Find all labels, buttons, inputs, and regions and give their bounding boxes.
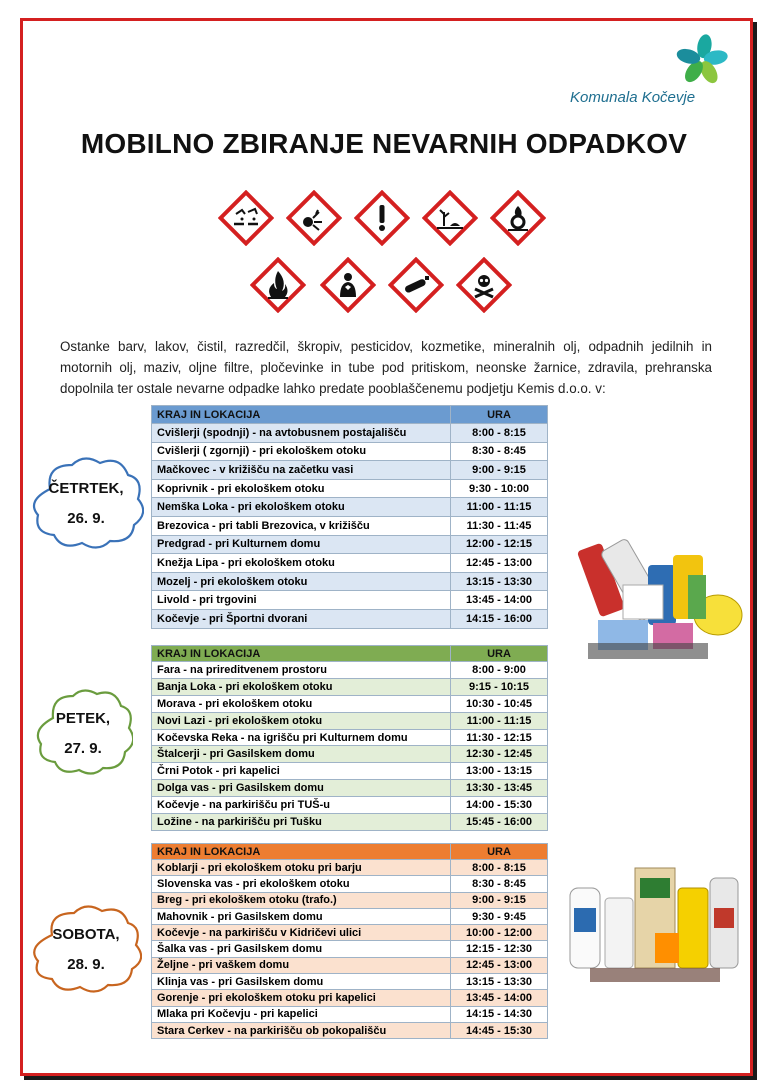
row-time: 11:00 - 11:15 xyxy=(451,498,548,517)
table-row xyxy=(152,990,548,1006)
health-hazard-icon xyxy=(320,257,376,313)
row-time: 9:30 - 9:45 xyxy=(451,908,548,924)
row-time: 13:30 - 13:45 xyxy=(451,780,548,797)
gas-cylinder-icon xyxy=(388,257,444,313)
schedule-table-friday xyxy=(151,645,548,831)
row-location: Klinja vas - pri Gasilskem domu xyxy=(152,974,451,990)
table-row xyxy=(152,712,548,729)
row-time: 9:15 - 10:15 xyxy=(451,678,548,695)
environment-icon xyxy=(422,190,478,246)
row-time: 12:30 - 12:45 xyxy=(451,746,548,763)
row-time: 11:30 - 12:15 xyxy=(451,729,548,746)
row-location: Knežja Lipa - pri ekološkem otoku xyxy=(152,554,451,573)
row-location: Mahovnik - pri Gasilskem domu xyxy=(152,908,451,924)
page-title: MOBILNO ZBIRANJE NEVARNIH ODPADKOV xyxy=(80,128,688,159)
row-location: Breg - pri ekološkem otoku (trafo.) xyxy=(152,892,451,908)
row-location: Dolga vas - pri Gasilskem domu xyxy=(152,780,451,797)
intro-text: Ostanke barv, lakov, čistil, razredčil, škropiv, pesticidov, kozmetike, mineralnih olj, odpadnih jedilnih in motornih olj, maziv, oljne filtre, pločevinke in tube pod pritiskom, neonske žarnice, zdravila, prehranska dopolnila ter ostale nevarne odpadke lahko predate pooblaščenemu podjetju Kemis d.o.o. v: xyxy=(60,339,712,396)
row-location: Nemška Loka - pri ekološkem otoku xyxy=(152,498,451,517)
row-time: 9:00 - 9:15 xyxy=(451,461,548,480)
row-time: 12:45 - 13:00 xyxy=(451,554,548,573)
row-location: Črni Potok - pri kapelici xyxy=(152,763,451,780)
row-location: Brezovica - pri tabli Brezovica, v križišču xyxy=(152,516,451,535)
table-row xyxy=(152,442,548,461)
header-time: URA xyxy=(451,646,548,662)
table-row xyxy=(152,876,548,892)
oxidizing-icon xyxy=(490,190,546,246)
hazardous-waste-photo-2 xyxy=(560,848,745,993)
row-location: Štalcerji - pri Gasilskem domu xyxy=(152,746,451,763)
explosive-icon xyxy=(286,190,342,246)
row-location: Šalka vas - pri Gasilskem domu xyxy=(152,941,451,957)
komunala-logo-icon xyxy=(672,34,732,86)
day-name: SOBOTA, xyxy=(52,926,120,943)
row-location: Mozelj - pri ekološkem otoku xyxy=(152,572,451,591)
brand-name: Komunala Kočevje xyxy=(570,89,696,106)
table-row xyxy=(152,572,548,591)
table-row xyxy=(152,479,548,498)
table-row xyxy=(152,498,548,517)
table-row xyxy=(152,780,548,797)
row-time: 8:30 - 8:45 xyxy=(451,442,548,461)
row-location: Kočevska Reka - na igrišču pri Kulturnem domu xyxy=(152,729,451,746)
table-row xyxy=(152,535,548,554)
row-location: Mačkovec - v križišču na začetku vasi xyxy=(152,461,451,480)
row-time: 14:45 - 15:30 xyxy=(451,1022,548,1038)
row-time: 8:00 - 8:15 xyxy=(451,424,548,443)
row-location: Novi Lazi - pri ekološkem otoku xyxy=(152,712,451,729)
row-location: Ložine - na parkirišču pri Tušku xyxy=(152,814,451,831)
table-row xyxy=(152,461,548,480)
row-location: Banja Loka - pri ekološkem otoku xyxy=(152,678,451,695)
row-location: Gorenje - pri ekološkem otoku pri kapelici xyxy=(152,990,451,1006)
table-row xyxy=(152,554,548,573)
row-time: 8:00 - 8:15 xyxy=(451,860,548,876)
header-location: KRAJ IN LOKACIJA xyxy=(152,406,451,424)
row-location: Stara Cerkev - na parkirišču ob pokopališču xyxy=(152,1022,451,1038)
row-time: 11:00 - 11:15 xyxy=(451,712,548,729)
table-row xyxy=(152,974,548,990)
table-row xyxy=(152,591,548,610)
header-location: KRAJ IN LOKACIJA xyxy=(152,844,451,860)
row-time: 13:00 - 13:15 xyxy=(451,763,548,780)
row-location: Kočevje - na parkirišču v Kidričevi ulici xyxy=(152,925,451,941)
day-date: 27. 9. xyxy=(64,740,102,757)
row-time: 13:45 - 14:00 xyxy=(451,591,548,610)
schedule-table-thursday xyxy=(151,405,548,629)
table-header-row xyxy=(152,844,548,860)
row-time: 14:15 - 16:00 xyxy=(451,609,548,628)
row-location: Mlaka pri Kočevju - pri kapelici xyxy=(152,1006,451,1022)
cloud-saturday-label xyxy=(30,920,142,980)
row-time: 12:15 - 12:30 xyxy=(451,941,548,957)
table-row xyxy=(152,695,548,712)
row-location: Željne - pri vaškem domu xyxy=(152,957,451,973)
day-name: PETEK, xyxy=(55,710,111,727)
hazardous-waste-photo-1 xyxy=(568,525,748,675)
day-date: 28. 9. xyxy=(67,956,105,973)
row-time: 8:00 - 9:00 xyxy=(451,662,548,679)
cloud-friday-label xyxy=(33,704,133,764)
header-location: KRAJ IN LOKACIJA xyxy=(152,646,451,662)
table-row xyxy=(152,797,548,814)
table-row xyxy=(152,678,548,695)
table-row xyxy=(152,1022,548,1038)
row-location: Koblarji - pri ekološkem otoku pri barju xyxy=(152,860,451,876)
table-row xyxy=(152,609,548,628)
toxic-skull-icon xyxy=(456,257,512,313)
row-time: 8:30 - 8:45 xyxy=(451,876,548,892)
header-time: URA xyxy=(451,844,548,860)
table-row xyxy=(152,1006,548,1022)
flammable-icon xyxy=(250,257,306,313)
day-date: 26. 9. xyxy=(67,510,105,527)
table-row xyxy=(152,908,548,924)
table-row xyxy=(152,516,548,535)
table-row xyxy=(152,814,548,831)
header-time: URA xyxy=(451,406,548,424)
row-time: 13:45 - 14:00 xyxy=(451,990,548,1006)
row-location: Kočevje - na parkirišču pri TUŠ-u xyxy=(152,797,451,814)
row-time: 14:15 - 14:30 xyxy=(451,1006,548,1022)
row-location: Koprivnik - pri ekološkem otoku xyxy=(152,479,451,498)
row-location: Cvišlerji (spodnji) - na avtobusnem postajališču xyxy=(152,424,451,443)
day-name: ČETRTEK, xyxy=(48,480,124,497)
row-location: Livold - pri trgovini xyxy=(152,591,451,610)
row-time: 13:15 - 13:30 xyxy=(451,974,548,990)
row-time: 9:30 - 10:00 xyxy=(451,479,548,498)
row-time: 10:30 - 10:45 xyxy=(451,695,548,712)
row-location: Morava - pri ekološkem otoku xyxy=(152,695,451,712)
row-time: 12:45 - 13:00 xyxy=(451,957,548,973)
row-location: Fara - na prireditvenem prostoru xyxy=(152,662,451,679)
row-location: Predgrad - pri Kulturnem domu xyxy=(152,535,451,554)
row-location: Slovenska vas - pri ekološkem otoku xyxy=(152,876,451,892)
table-row xyxy=(152,662,548,679)
table-row xyxy=(152,860,548,876)
table-row xyxy=(152,729,548,746)
table-row xyxy=(152,763,548,780)
row-time: 14:00 - 15:30 xyxy=(451,797,548,814)
row-time: 12:00 - 12:15 xyxy=(451,535,548,554)
row-time: 9:00 - 9:15 xyxy=(451,892,548,908)
cloud-thursday-label xyxy=(28,474,144,534)
table-row xyxy=(152,941,548,957)
row-time: 13:15 - 13:30 xyxy=(451,572,548,591)
schedule-table-saturday xyxy=(151,843,548,1039)
row-time: 15:45 - 16:00 xyxy=(451,814,548,831)
exclamation-icon xyxy=(354,190,410,246)
table-header-row xyxy=(152,406,548,424)
table-row xyxy=(152,925,548,941)
table-row xyxy=(152,746,548,763)
table-row xyxy=(152,957,548,973)
table-header-row xyxy=(152,646,548,662)
table-row xyxy=(152,892,548,908)
corrosive-icon xyxy=(218,190,274,246)
row-location: Kočevje - pri Športni dvorani xyxy=(152,609,451,628)
row-time: 11:30 - 11:45 xyxy=(451,516,548,535)
table-row xyxy=(152,424,548,443)
row-time: 10:00 - 12:00 xyxy=(451,925,548,941)
row-location: Cvišlerji ( zgornji) - pri ekološkem otoku xyxy=(152,442,451,461)
